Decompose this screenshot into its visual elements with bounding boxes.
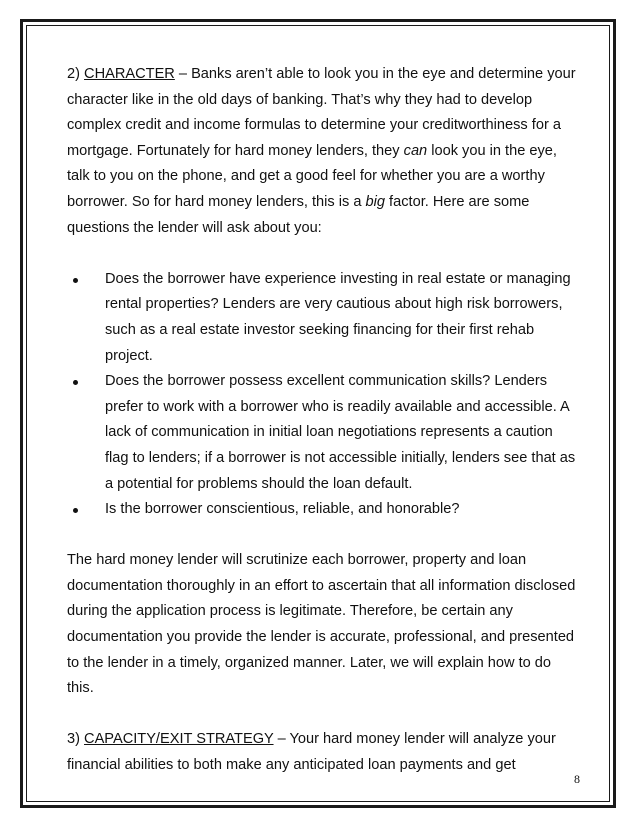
emphasis-big: big	[365, 193, 385, 210]
document-body	[67, 62, 577, 779]
character-text: look you in the eye, talk to you on the phone, and get a good feel for whether you are a worthy borrower. So for hard money lenders, this is a	[67, 142, 557, 210]
emphasis-can: can	[403, 142, 428, 159]
list-item	[67, 267, 577, 369]
bullet-icon	[73, 278, 78, 283]
page-number: 8	[574, 772, 580, 786]
capacity-heading: CAPACITY/EXIT STRATEGY	[84, 731, 274, 748]
list-item-text: Does the borrower possess excellent communication skills? Lenders prefer to work with a borrower who is readily available and accessible. A lack of communication in initial loan negotiations represents a caution flag to lenders; if a borrower is not accessible initially, lenders see that as a potential for problems should the loan default.	[105, 373, 576, 492]
bullet-icon	[73, 508, 78, 513]
scrutiny-paragraph: The hard money lender will scrutinize each borrower, property and loan documentation thoroughly in an effort to ascertain that all information disclosed during the application process is legitimate. Therefore, be certain any documentation you provide the lender is accurate, professional, and presented to the lender in a timely, organized manner. Later, we will explain how to do this.	[67, 552, 576, 697]
lender-questions-list	[67, 267, 577, 523]
list-item-text: Does the borrower have experience investing in real estate or managing rental properties? Lenders are very cautious about high risk borrowers, such as a real estate investor seeking financing for their first rehab project.	[105, 270, 571, 364]
list-item	[67, 369, 577, 497]
paragraph-spacer	[67, 241, 577, 267]
list-item	[67, 497, 577, 523]
bullet-icon	[73, 380, 78, 385]
paragraph-spacer	[67, 702, 577, 728]
character-heading: CHARACTER	[84, 66, 175, 82]
character-text: factor. Here are some questions the lender will ask about you:	[67, 193, 530, 236]
list-item-text: Is the borrower conscientious, reliable, and honorable?	[105, 501, 460, 518]
character-text: – Banks aren’t able to look you in the eye and determine your character like in the old days of banking. That’s why they had to develop complex credit and income formulas to determine your creditworthiness for a mortgage. Fortunately for hard money lenders, they	[67, 66, 576, 159]
section-number: 2)	[67, 66, 85, 82]
capacity-text: – Your hard money lender will analyze your financial abilities to both make any anticipated loan payments and get	[67, 731, 556, 774]
capacity-paragraph	[67, 727, 577, 778]
paragraph-spacer	[67, 523, 577, 549]
section-number: 3)	[67, 731, 85, 748]
character-paragraph	[67, 62, 577, 241]
